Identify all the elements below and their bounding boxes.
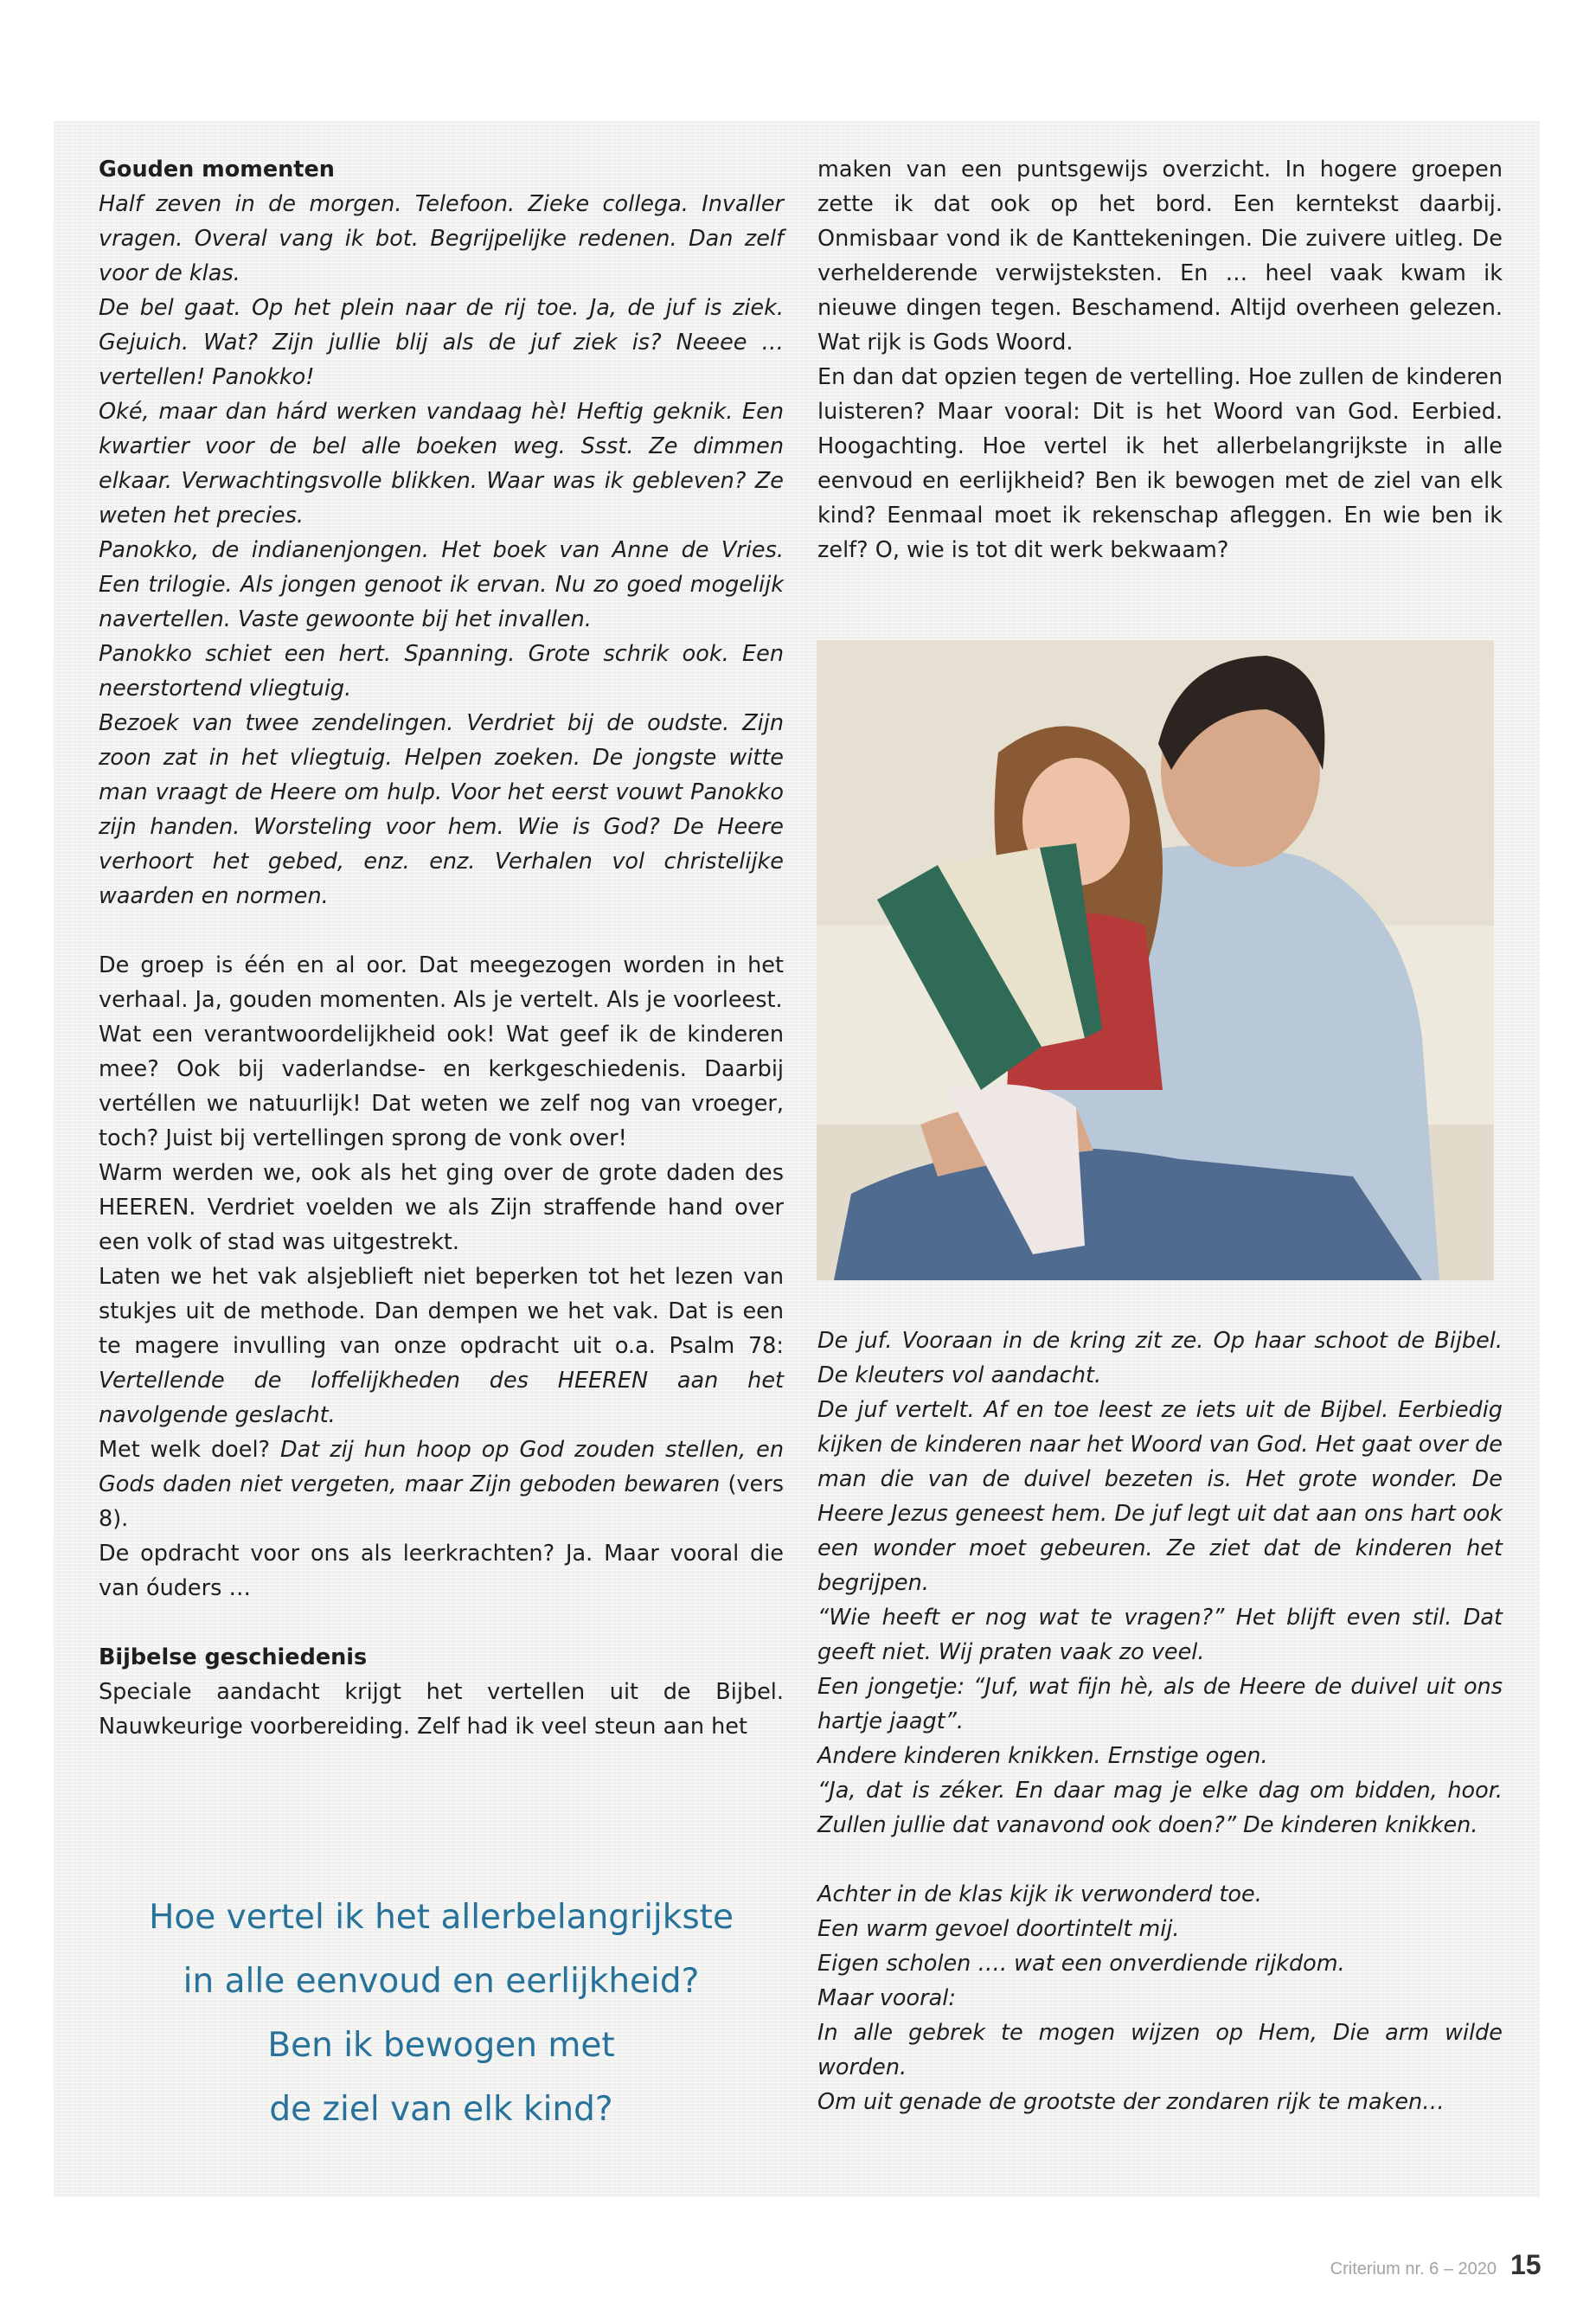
paragraph-text: Laten we het vak alsjeblieft niet beperken tot het lezen van stukjes uit de methode. Dan dempen we het vak. Dat is een te magere invulling van onze opdracht uit o.a. Psalm 78:	[99, 1264, 784, 1359]
paragraph	[99, 1536, 784, 1606]
paragraph	[817, 1393, 1503, 1600]
pull-quote-line: Ben ik bewogen met	[267, 2026, 615, 2065]
paragraph-spacer	[99, 913, 784, 948]
paragraph-text: Half zeven in de morgen. Telefoon. Zieke collega. Invaller vragen. Overal vang ik bot. Begrijpelijke redenen. Dan zelf voor de klas.	[99, 191, 784, 286]
quoted-scripture: Dat zij hun hoop op God zouden stellen, en Gods daden niet vergeten, maar Zijn geboden bewaren	[99, 1437, 784, 1497]
paragraph	[817, 152, 1503, 360]
paragraph-text: Maar vooral:	[817, 1985, 956, 2011]
paragraph	[99, 1675, 784, 1744]
paragraph	[817, 1981, 1503, 2016]
paragraph	[817, 360, 1503, 567]
paragraph-text: Een warm gevoel doortintelt mij.	[817, 1916, 1180, 1942]
paragraph-text: Om uit genade de grootste der zondaren rijk te maken…	[817, 2089, 1445, 2115]
paragraph	[817, 1773, 1503, 1843]
right-column-top	[817, 152, 1503, 567]
paragraph	[817, 2016, 1503, 2085]
left-column	[99, 152, 784, 1744]
paragraph-text: Warm werden we, ook als het ging over de grote daden des HEEREN. Verdriet voelden we als Zijn straffende hand over een volk of stad was uitgestrekt.	[99, 1160, 784, 1255]
paragraph-text: De groep is één en al oor. Dat meegezogen worden in het verhaal. Ja, gouden momenten. Als je vertelt. Als je voorleest.	[99, 952, 784, 1013]
paragraph-text: Oké, maar dan hárd werken vandaag hè! Heftig geknik. Een kwartier voor de bel alle boeken weg. Ssst. Ze dimmen elkaar. Verwachtingsvolle blikken. Waar was ik gebleven? Ze weten het precies.	[99, 399, 784, 529]
magazine-issue: Criterium nr. 6 – 2020	[1330, 2259, 1497, 2279]
paragraph-text: De juf vertelt. Af en toe leest ze iets uit de Bijbel. Eerbiedig kijken de kinderen naar het Woord van God. Het gaat over de man die van de duivel bezeten is. Het grote wonder. De Heere Jezus geneest hem. De juf legt uit dat aan ons hart ook een wonder moet gebeuren. Ze ziet dat de kinderen het begrijpen.	[817, 1397, 1503, 1596]
paragraph	[99, 948, 784, 1017]
paragraph	[99, 637, 784, 706]
photo-illustration	[817, 640, 1494, 1280]
paragraph-spacer	[99, 1606, 784, 1640]
pull-quote-line: de ziel van elk kind?	[269, 2090, 613, 2129]
paragraph-text: maken van een puntsgewijs overzicht. In hogere groepen zette ik dat ook op het bord. Een kerntekst daarbij. Onmisbaar vond ik de Kanttekeningen. Die zuivere uitleg. De verhelderende verwijsteksten. En … heel vaak kwam ik nieuwe dingen tegen. Beschamend. Altijd overheen gelezen. Wat rijk is Gods Woord.	[817, 157, 1503, 356]
paragraph	[99, 1156, 784, 1259]
paragraph	[99, 1259, 784, 1433]
paragraph-text: Andere kinderen knikken. Ernstige ogen.	[817, 1743, 1268, 1769]
paragraph	[817, 1670, 1503, 1739]
paragraph	[99, 291, 784, 394]
paragraph	[817, 1739, 1503, 1773]
paragraph-text: Bijbelse geschiedenis	[99, 1644, 368, 1670]
article-photo	[817, 640, 1494, 1280]
page-number: 15	[1510, 2249, 1542, 2280]
paragraph	[817, 1877, 1503, 1912]
pull-quote-line: Hoe vertel ik het allerbelangrijkste	[149, 1898, 734, 1937]
paragraph	[99, 1433, 784, 1536]
paragraph-text: En dan dat opzien tegen de vertelling. Hoe zullen de kinderen luisteren? Maar vooral: Dit is het Woord van God. Eerbied. Hoogachting. Hoe vertel ik het allerbelangrijkste in alle eenvoud en eerlijkheid? Ben ik bewogen met de ziel van elk kind? Eenmaal moet ik rekenschap afleggen. En wie ben ik zelf? O, wie is tot dit werk bekwaam?	[817, 364, 1503, 563]
pull-quote	[99, 1886, 784, 2142]
quoted-scripture: Vertellende de loffelijkheden des HEEREN aan het navolgende geslacht.	[99, 1368, 784, 1428]
paragraph	[817, 2085, 1503, 2119]
paragraph-text: Achter in de klas kijk ik verwonderd toe.	[817, 1881, 1262, 1907]
paragraph-text: Een jongetje: “Juf, wat fijn hè, als de Heere de duivel uit ons hartje jaagt”.	[817, 1674, 1503, 1734]
paragraph-text: Wat een verantwoordelijkheid ook! Wat geef ik de kinderen mee? Ook bij vaderlandse- en kerkgeschiedenis. Daarbij vertéllen we natuurlijk! Dat weten we zelf nog van vroeger, toch? Juist bij vertellingen sprong de vonk over!	[99, 1022, 784, 1151]
paragraph-text: Panokko schiet een hert. Spanning. Grote schrik ook. Een neerstortend vliegtuig.	[99, 641, 784, 702]
pull-quote-line: in alle eenvoud en eerlijkheid?	[183, 1962, 700, 2001]
paragraph-text: Gouden momenten	[99, 157, 335, 183]
paragraph	[817, 1600, 1503, 1670]
paragraph-text: De juf. Vooraan in de kring zit ze. Op haar schoot de Bijbel. De kleuters vol aandacht.	[817, 1328, 1503, 1388]
paragraph-text: “Ja, dat is zéker. En daar mag je elke dag om bidden, hoor. Zullen jullie dat vanavond ook doen?” De kinderen knikken.	[817, 1778, 1503, 1838]
paragraph	[99, 533, 784, 637]
paragraph-text: De opdracht voor ons als leerkrachten? Ja. Maar vooral die van óuders …	[99, 1541, 784, 1601]
paragraph	[99, 394, 784, 533]
paragraph-text: De bel gaat. Op het plein naar de rij toe. Ja, de juf is ziek. Gejuich. Wat? Zijn jullie blij als de juf ziek is? Neeee … vertellen! Panokko!	[99, 295, 784, 390]
section-heading	[99, 1640, 784, 1675]
paragraph-spacer	[817, 1843, 1503, 1877]
paragraph-text: In alle gebrek te mogen wijzen op Hem, Die arm wilde worden.	[817, 2020, 1503, 2080]
paragraph-text: Panokko, de indianenjongen. Het boek van Anne de Vries. Een trilogie. Als jongen genoot ik ervan. Nu zo goed mogelijk navertellen. Vaste gewoonte bij het invallen.	[99, 537, 784, 632]
paragraph-text: “Wie heeft er nog wat te vragen?” Het blijft even stil. Dat geeft niet. Wij praten vaak zo veel.	[817, 1605, 1503, 1665]
paragraph	[817, 1912, 1503, 1946]
paragraph-text: Met welk doel?	[99, 1437, 281, 1463]
paragraph	[817, 1324, 1503, 1393]
paragraph-text: Bezoek van twee zendelingen. Verdriet bij de oudste. Zijn zoon zat in het vliegtuig. Helpen zoeken. De jongste witte man vraagt de Heere om hulp. Voor het eerst vouwt Panokko zijn handen. Worsteling voor hem. Wie is God? De Heere verhoort het gebed, enz. enz. Verhalen vol christelijke waarden en normen.	[99, 710, 784, 909]
paragraph	[99, 187, 784, 291]
section-heading	[99, 152, 784, 187]
right-column-bottom	[817, 1324, 1503, 2119]
paragraph	[99, 1017, 784, 1156]
paragraph-tail: (vers 8).	[99, 1471, 784, 1532]
paragraph-text: Speciale aandacht krijgt het vertellen uit de Bijbel. Nauwkeurige voorbereiding. Zelf had ik veel steun aan het	[99, 1679, 784, 1740]
paragraph	[99, 706, 784, 913]
paragraph-text: Eigen scholen …. wat een onverdiende rijkdom.	[817, 1951, 1345, 1977]
paragraph	[817, 1946, 1503, 1981]
